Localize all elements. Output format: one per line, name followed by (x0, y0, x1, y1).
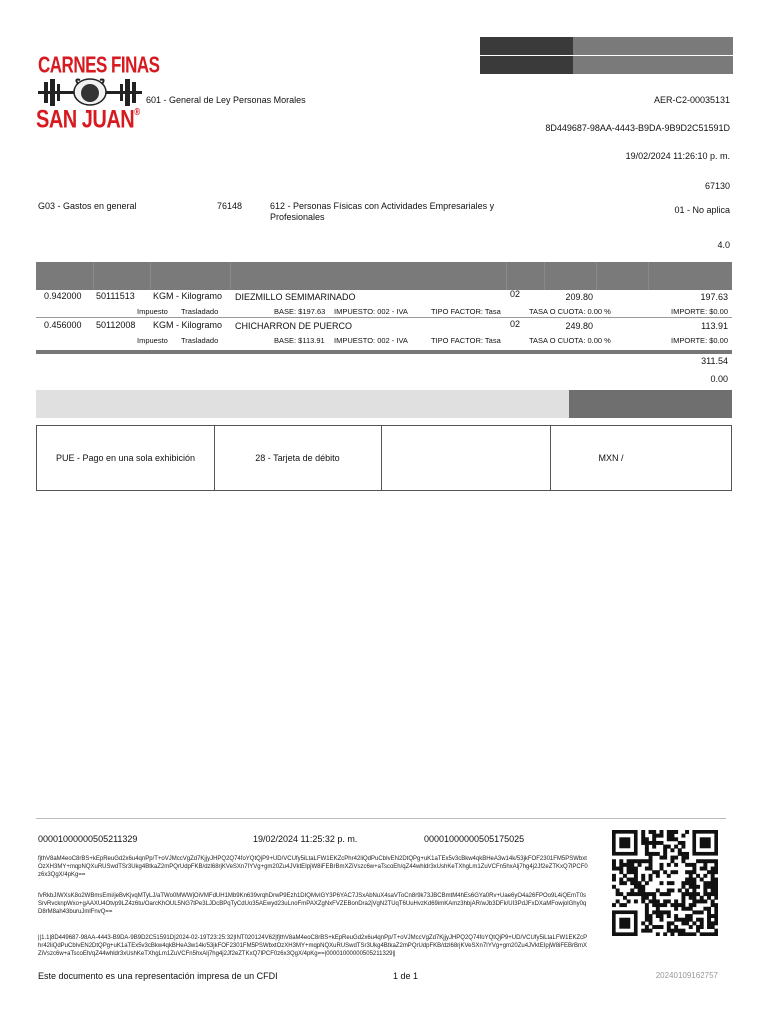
row-divider (36, 317, 732, 318)
regimen-receptor: 612 - Personas Físicas con Actividades Empresariales y Profesionales (270, 201, 495, 222)
numero-pagina: 1 de 1 (393, 971, 419, 981)
uuid: 8D449687-98AA-4443-B9DA-9B9D2C51591D (545, 123, 730, 133)
impuesto: IMPUESTO: 002 - IVA (334, 307, 408, 316)
cantidad: 0.456000 (44, 320, 82, 330)
precio-unitario: 249.80 (565, 321, 593, 331)
trasladado-label: Trasladado (181, 336, 219, 345)
tipo-factor: TIPO FACTOR: Tasa (431, 336, 501, 345)
impuesto: IMPUESTO: 002 - IVA (334, 336, 408, 345)
importe-impuesto: IMPORTE: $0.00 (671, 336, 728, 345)
moneda: MXN / (551, 425, 732, 491)
descripcion: CHICHARRON DE PUERCO (235, 321, 353, 331)
total-band-dark (569, 390, 732, 418)
certificado-emisor: 00001000000505211329 (38, 834, 138, 844)
importe: 197.63 (700, 292, 728, 302)
cp-receptor: 76148 (217, 201, 243, 211)
header-divider (150, 262, 231, 290)
header-divider (230, 262, 507, 290)
objeto-impuesto: 02 (510, 289, 521, 299)
unidad: KGM - Kilogramo (153, 291, 223, 301)
impuesto-label: Impuesto (137, 336, 168, 345)
certificado-sat: 00001000000505175025 (424, 834, 525, 844)
header-divider (93, 262, 151, 290)
base: BASE: $113.91 (274, 336, 325, 345)
tipo-factor: TIPO FACTOR: Tasa (431, 307, 501, 316)
logo-line2: SAN JUAN® (36, 106, 140, 134)
codigo-documento: 20240109162757 (655, 971, 718, 980)
metodo-pago: PUE - Pago en una sola exhibición (36, 425, 215, 491)
qr-code (612, 830, 718, 936)
barbell-bull-icon (38, 76, 142, 108)
header-bar-2 (573, 37, 733, 55)
uso-cfdi: G03 - Gastos en general (38, 201, 137, 211)
header-divider (506, 262, 545, 290)
iva-total: 0.00 (710, 374, 728, 384)
header-bar-4 (573, 56, 733, 74)
precio-unitario: 209.80 (565, 292, 593, 302)
header-bar-1 (480, 37, 573, 55)
total-band (36, 390, 569, 418)
header-divider (36, 262, 94, 290)
objeto-impuesto: 02 (510, 319, 521, 329)
codigo-postal: 67130 (704, 181, 730, 191)
condiciones-pago (382, 425, 551, 491)
base: BASE: $197.63 (274, 307, 326, 316)
header-divider (596, 262, 649, 290)
cadena-original: ||1.1|8D449687-98AA-4443-B9DA-9B9D2C51591D|2024-02-19T23:25:32|INT020124V62|fjthV8aM4eoC8rBS+kEpReuGd2x6u4qnPp/T+oVJMccVgZd7KjjyJHPQ2Q74foYQtQjP9+UD/VCUfy5iLtaLFW1EKZcPhr42liQdPuCbIvEN2DtQPg+uK1aTEx5v3cBkw4qkBHeA3w14k/53jkFOF2301FM5PSWbxtOzXH3MY+mqpNQXuRUSwdTSr3Ukg4BtkaZ2mPQrUdpFKB/dzl68rjKVeSXn7IYVg+gm20Zu4JVktEIpjW8iFEBrBmXZiVszc6w+aTscoEh/qZ44whldr3xUshKeTXhgLm1ZuVCFn5hxAlj7hg4j2Jf2eZTKxQ7lPCF0z6x3QgX/4pKg==|00001000000505211329|| (38, 935, 588, 957)
trasladado-label: Trasladado (181, 307, 219, 316)
clave-producto: 50112008 (96, 320, 136, 330)
regimen-fiscal: 601 - General de Ley Personas Morales (146, 95, 306, 105)
fecha-emision: 19/02/2024 11:26:10 p. m. (625, 151, 730, 161)
leyenda-cfdi: Este documento es una representación impresa de un CFDI (38, 971, 278, 981)
logo-line1: CARNES FINAS (38, 52, 160, 78)
header-divider (544, 262, 597, 290)
exportacion: 01 - No aplica (674, 205, 730, 215)
sello-cfdi: fjthV8aM4eoC8rBS+kEpReuGd2x6u4qnPp/T+oVJMccVgZd7KjjyJHPQ2Q74foYQtQjP9+UD/VCUfy5iLtaLFW1EKZcPhr42liQdPuCbIvEN2DtQPg+uK1aTEx5v3cBkw4qkBHeA3w14k/53jkFOF2301FM5PSWbxtOzXH3MY+mqpNQXuRUSwdTSr3Ukg4BtkaZ2mPQrUdpFKB/dzl68rjKVeSXn7IYVg+gm20Zu4JVktEIpjW8iFEBrBmXZiVszc6w+aTscoEh/qZ44whldr3xUshKeTXhgLm1ZuVCFn5hxAlj7hg4j2Jf2eZTKxQ7lPCF0z6x3QgX/4pKg== (38, 856, 588, 878)
subtotal: 311.54 (701, 356, 728, 366)
unidad: KGM - Kilogramo (153, 320, 223, 330)
cantidad: 0.942000 (44, 291, 82, 301)
tasa-cuota: TASA O CUOTA: 0.00 % (529, 336, 611, 345)
fecha-timbrado: 19/02/2024 11:25:32 p. m. (253, 834, 358, 844)
sello-sat: fvRkbJIWXsK8o2WBmsEmi/jeBvKjvqMTyLJ/aTWo0MWWjOiVMFdUH1Mb9Kn639vrqhDrwP9Ezh1DIQMvIGY3P6YAC7JSxAbNuX4saVToCn8r9k73JBCBmtM4hEs6GYa0Rv+Uae6yO4a26FPOo9L4iQEmT0sSrvRvcknpWxo+gAAXU4Otvp9LZ4z6tu/OarcKhOUL5NG7tPe3LJDcBPqTyCdUo35AEwyd23uLnoFmPAXZgNxFVZEBonDra2jVgN2TUqT6UuHvzKd69imKAmz3hbjAR/wJb3DFk/UI3PdJFxDXaMFowjolGhy0qD8rM8ah43buruJmlFnvQ== (38, 893, 587, 915)
descripcion: DIEZMILLO SEMIMARINADO (235, 292, 356, 302)
importe-impuesto: IMPORTE: $0.00 (671, 307, 728, 316)
table-bottom-rule (36, 350, 732, 354)
forma-pago: 28 - Tarjeta de débito (214, 425, 382, 491)
footer-rule (36, 818, 726, 819)
header-bar-3 (480, 56, 573, 74)
impuesto-label: Impuesto (137, 307, 168, 316)
tasa-cuota: TASA O CUOTA: 0.00 % (529, 307, 611, 316)
importe: 113.91 (701, 321, 728, 331)
version: 4.0 (717, 240, 730, 250)
company-logo (36, 52, 160, 134)
folio: AER-C2-00035131 (653, 95, 730, 105)
clave-producto: 50111513 (96, 291, 135, 301)
